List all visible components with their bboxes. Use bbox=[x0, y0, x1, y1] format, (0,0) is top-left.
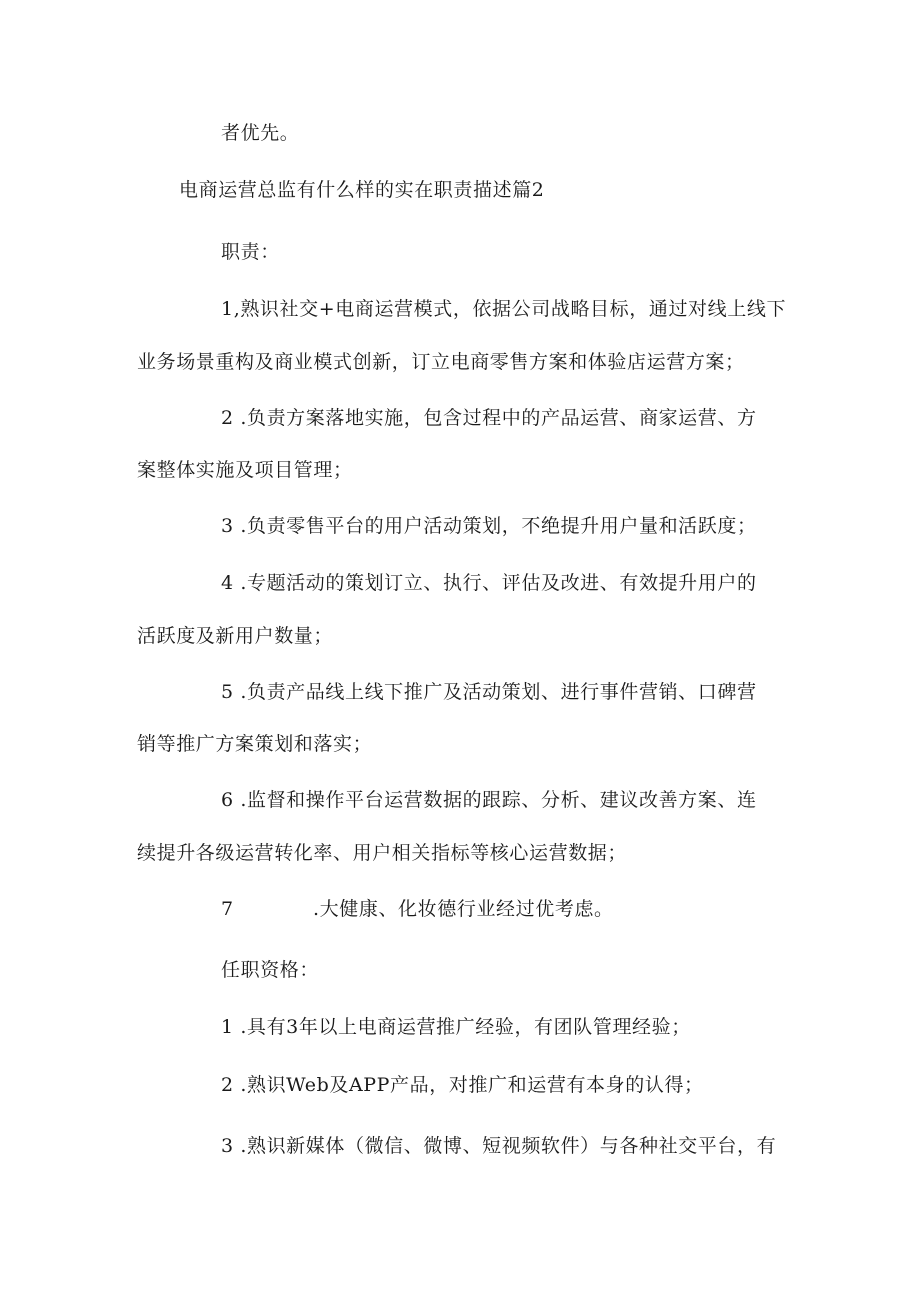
duty-item-2-line-2: 案整体实施及项目管理； bbox=[137, 459, 353, 481]
duty-item-7-text: .大健康、化妆德行业经过优考虑。 bbox=[313, 898, 614, 920]
qualification-item-1: 1 .具有3年以上电商运营推广经验，有团队管理经验； bbox=[221, 1016, 691, 1038]
duties-label: 职责： bbox=[221, 241, 280, 263]
duty-item-1-line-2: 业务场景重构及商业模式创新，订立电商零售方案和体验店运营方案； bbox=[137, 351, 745, 373]
qualifications-label: 任职资格： bbox=[221, 959, 320, 981]
duty-item-5-line-1: 5 .负责产品线上线下推广及活动策划、进行事件营销、口碑营 bbox=[221, 681, 757, 703]
qualification-item-2: 2 .熟识Web及APP产品，对推广和运营有本身的认得； bbox=[221, 1074, 704, 1096]
duty-item-7-number: 7 bbox=[221, 898, 234, 920]
duty-item-5-line-2: 销等推广方案策划和落实； bbox=[137, 733, 373, 755]
duty-item-4-line-1: 4 .专题活动的策划订立、执行、评估及改进、有效提升用户的 bbox=[221, 572, 757, 594]
duty-item-3: 3 .负责零售平台的用户活动策划，不绝提升用户量和活跃度； bbox=[221, 515, 757, 537]
duty-item-2-line-1: 2 .负责方案落地实施，包含过程中的产品运营、商家运营、方 bbox=[221, 407, 757, 429]
duty-item-6-line-2: 续提升各级运营转化率、用户相关指标等核心运营数据； bbox=[137, 842, 628, 864]
duty-item-1-line-1: 1,熟识社交+电商运营模式，依据公司战略目标，通过对线上线下 bbox=[221, 298, 787, 320]
duty-item-6-line-1: 6 .监督和操作平台运营数据的跟踪、分析、建议改善方案、连 bbox=[221, 789, 757, 811]
continued-text: 者优先。 bbox=[221, 122, 300, 144]
section-heading: 电商运营总监有什么样的实在职责描述篇2 bbox=[179, 179, 545, 201]
duty-item-4-line-2: 活跃度及新用户数量； bbox=[137, 625, 334, 647]
qualification-item-3: 3 .熟识新媒体（微信、微博、短视频软件）与各种社交平台，有 bbox=[221, 1135, 777, 1157]
